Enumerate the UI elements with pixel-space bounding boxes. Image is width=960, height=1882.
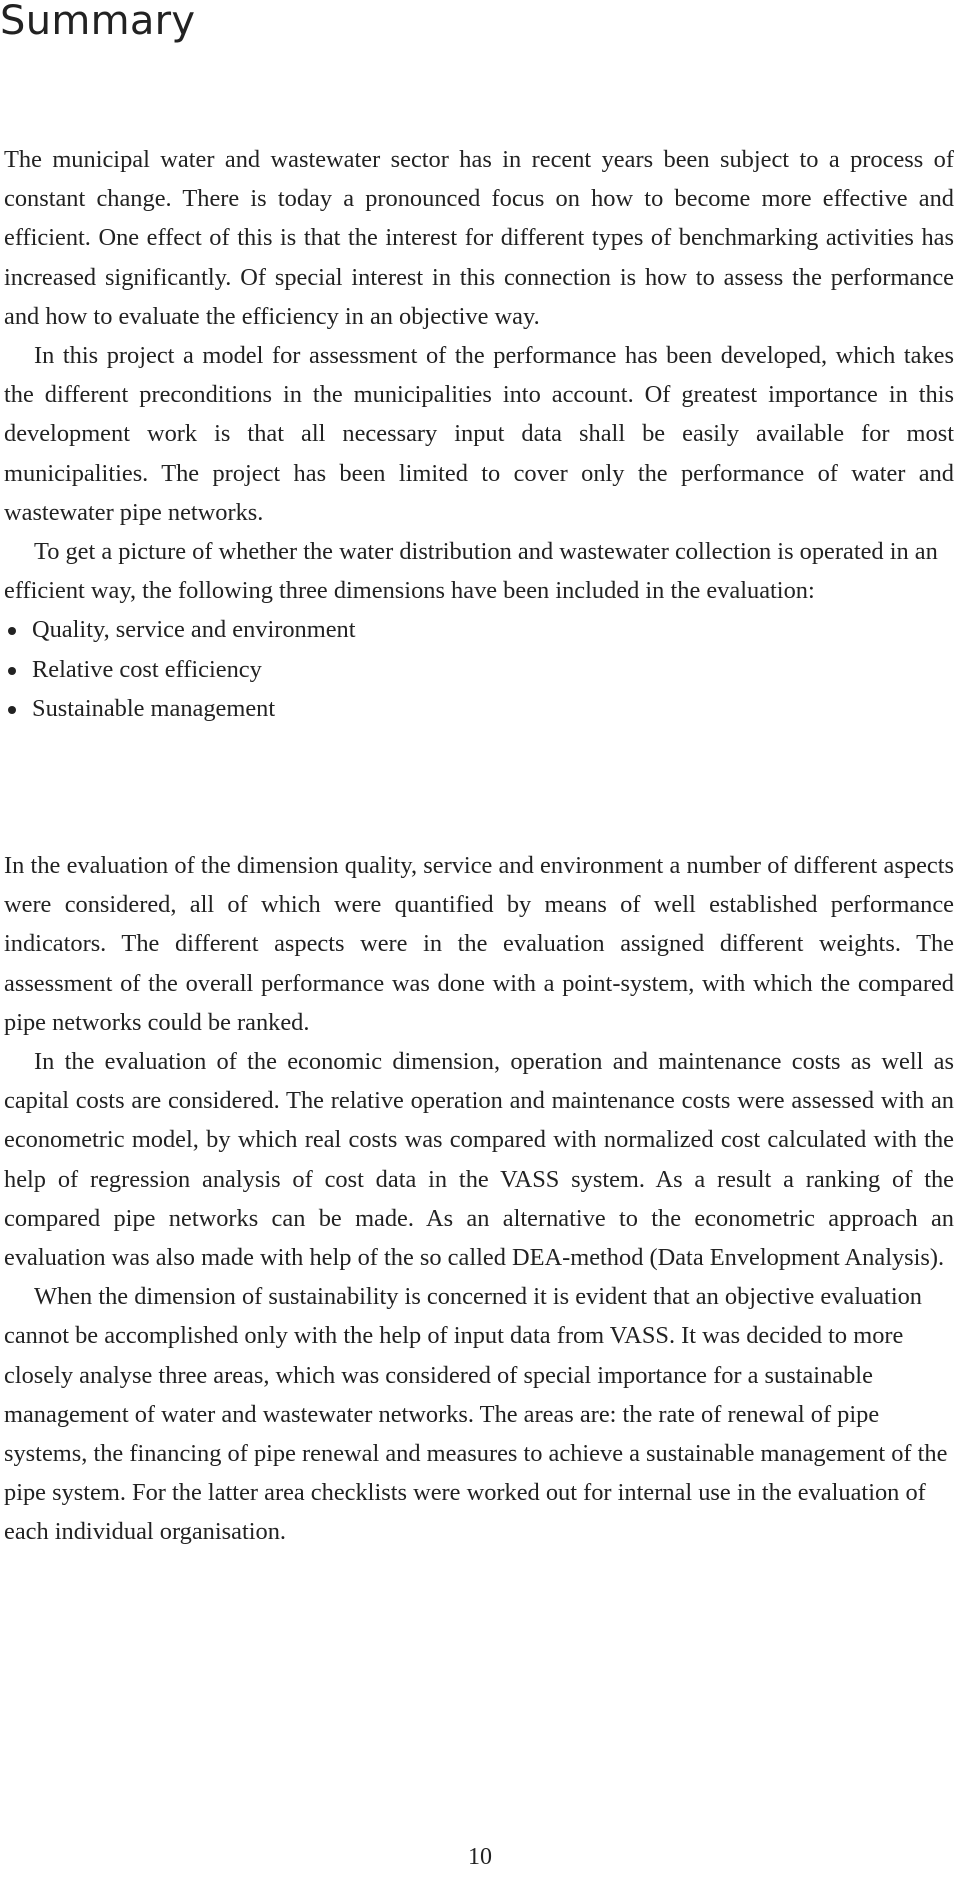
summary-text-part-2	[4, 846, 954, 1552]
bullet-icon	[8, 627, 16, 635]
paragraph-sustainability-dimension: When the dimension of sustainability is concerned it is evident that an objective evaluation cannot be accomplished only with the help of input data from VASS. It was decided to more closely analyse three areas, which was considered of special importance for a sustainable management of water and wastewater networks. The areas are: the rate of renewal of pipe systems, the financing of pipe renewal and measures to achieve a sustainable management of the pipe system. For the latter area checklists were worked out for internal use in the evaluation of each individual organisation.	[4, 1283, 948, 1546]
list-item	[4, 689, 954, 728]
dimensions-list	[4, 610, 954, 728]
page-title: Summary	[0, 0, 196, 44]
paragraph-dimensions-intro: To get a picture of whether the water distribution and wastewater collection is operated in an efficient way, the following three dimensions have been included in the evaluation:	[4, 538, 938, 605]
paragraph-intro: The municipal water and wastewater sector has in recent years been subject to a process of constant change. There is today a pronounced focus on how to become more effective and efficient. One effect of this is that the interest for different types of benchmarking activities has increased significantly. Of special interest in this connection is how to assess the performance and how to evaluate the efficiency in an objective way.	[4, 146, 954, 330]
summary-text-part-1	[4, 140, 954, 728]
paragraph-project-model: In this project a model for assessment of the performance has been developed, which takes the different preconditions in the municipalities into account. Of greatest importance in this development work is that all necessary input data shall be easily available for most municipalities. The project has been limited to cover only the performance of water and wastewater pipe networks.	[4, 342, 954, 526]
paragraph-economic-dimension: In the evaluation of the economic dimension, operation and maintenance costs as well as capital costs are considered. The relative operation and maintenance costs were assessed with an econometric model, by which real costs was compared with normalized cost calculated with the help of regression analysis of cost data in the VASS system. As a result a ranking of the compared pipe networks can be made. As an alternative to the econometric approach an evaluation was also made with help of the so called DEA-method (Data Envelopment Analysis).	[4, 1048, 954, 1272]
bullet-icon	[8, 706, 16, 714]
paragraph-quality-dimension: In the evaluation of the dimension quality, service and environment a number of different aspects were considered, all of which were quantified by means of well established performance indicators. The different aspects were in the evaluation assigned different weights. The assessment of the overall performance was done with a point-system, with which the compared pipe networks could be ranked.	[4, 852, 954, 1036]
list-item-label: Quality, service and environment	[32, 616, 356, 644]
list-item-label: Relative cost efficiency	[32, 655, 262, 683]
list-item	[4, 650, 954, 689]
list-item-label: Sustainable management	[32, 694, 276, 722]
bullet-icon	[8, 667, 16, 675]
list-item	[4, 610, 954, 649]
page-number: 10	[468, 1844, 492, 1870]
